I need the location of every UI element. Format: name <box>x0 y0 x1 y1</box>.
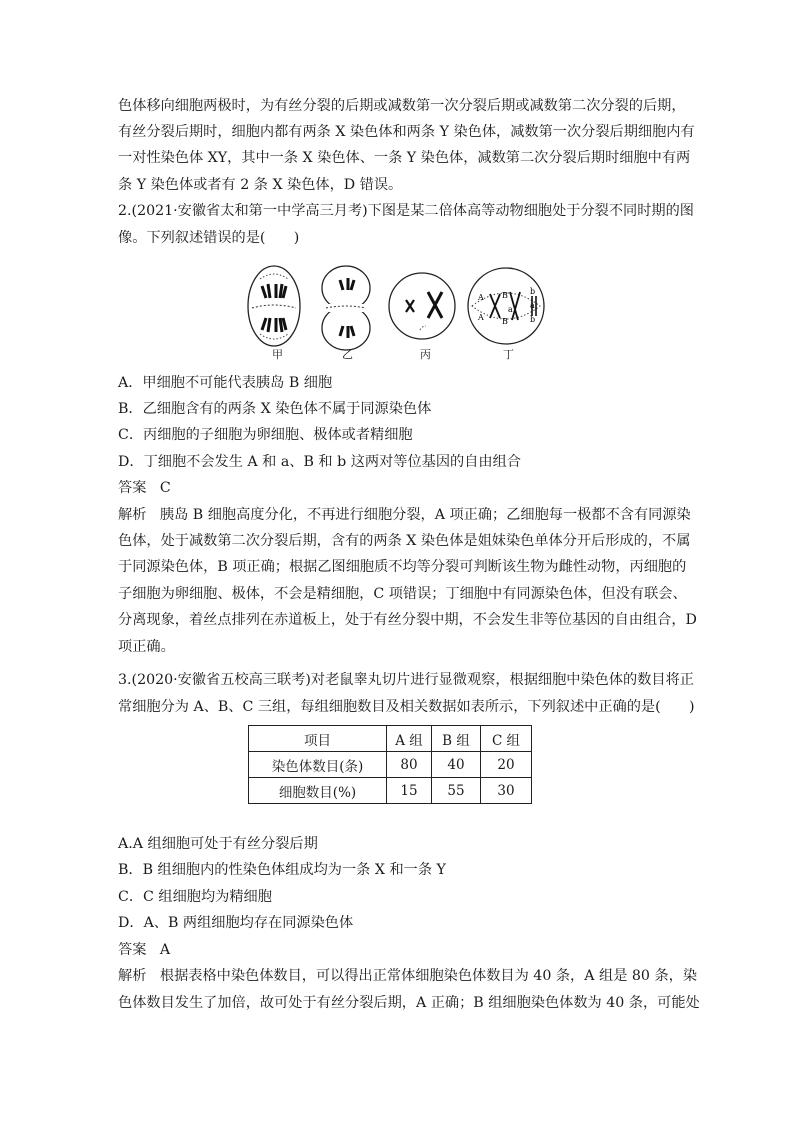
answer-value: A <box>159 942 171 958</box>
table-row <box>249 778 532 804</box>
analysis-text: 胰岛 B 细胞高度分化，不再进行细胞分裂，A 项正确；乙细胞每一极都不含有同源染 <box>159 507 691 523</box>
q2-option-d: D．丁细胞不会发生 A 和 a、B 和 b 这两对等位基因的自由组合 <box>118 454 521 470</box>
table-header-cell: C 组 <box>481 726 532 752</box>
analysis-text: 根据表格中染色体数目，可以得出正常体细胞染色体数目为 40 条，A 组是 80 条，染 <box>159 968 698 984</box>
q2-analysis-line-4: 子细胞为卵细胞、极体，不会是精细胞，C 项错误；丁细胞中有同源染色体，但没有联会、 <box>118 586 687 602</box>
gene-label-B1: B <box>502 291 508 300</box>
q2-option-b: B．乙细胞含有的两条 X 染色体不属于同源染色体 <box>118 401 432 417</box>
table-header-row <box>249 726 532 752</box>
q3-analysis-line-1 <box>118 966 697 986</box>
intro-line-3: 一对性染色体 XY，其中一条 X 染色体、一条 Y 染色体，减数第二次分裂后期时细胞中有两 <box>118 150 691 166</box>
intro-line-2: 有丝分裂后期时，细胞内都有两条 X 染色体和两条 Y 染色体，减数第一次分裂后期细胞内有 <box>118 124 695 140</box>
gene-label-B2: B <box>502 317 508 326</box>
cell-bing <box>389 273 455 339</box>
table-cell: 55 <box>432 778 481 804</box>
gene-label-a2: a <box>530 301 535 310</box>
intro-line-4: 条 Y 染色体或者有 2 条 X 染色体，D 错误。 <box>118 177 403 193</box>
q3-option-b: B．B 组细胞内的性染色体组成均为一条 X 和一条 Y <box>118 862 446 878</box>
q2-answer-line <box>118 478 171 498</box>
table-cell: 20 <box>481 752 532 778</box>
figure-label-bing: 丙 <box>420 348 431 361</box>
gene-label-b2: b <box>530 315 536 324</box>
q2-analysis-line-1 <box>118 505 691 525</box>
table-cell: 细胞数目(%) <box>249 778 387 804</box>
q3-analysis-line-2: 色体数目发生了加倍，故可处于有丝分裂后期，A 正确；B 组细胞染色体数为 40 条，可能处 <box>118 995 700 1011</box>
q3-option-d: D．A、B 两组细胞均存在同源染色体 <box>118 915 354 931</box>
figure-label-yi: 乙 <box>342 348 353 361</box>
gene-label-A1: A <box>478 293 484 302</box>
gene-label-a1: a <box>508 305 513 314</box>
intro-line-1: 色体移向细胞两极时，为有丝分裂的后期或减数第一次分裂后期或减数第二次分裂的后期， <box>118 98 686 114</box>
q3-answer-line <box>118 940 170 960</box>
q3-stem-line-1: 3.(2020·安徽省五校高三联考)对老鼠睾丸切片进行显微观察，根据细胞中染色体的数目将正 <box>118 672 694 688</box>
gene-label-b1: b <box>530 287 536 296</box>
table-cell: 30 <box>481 778 532 804</box>
cell-ding <box>468 268 544 344</box>
q3-data-table <box>248 725 532 804</box>
table-header-cell: A 组 <box>387 726 432 752</box>
q2-analysis-line-2: 色体，处于减数第二次分裂后期，含有的两条 X 染色体是姐妹染色单体分开后形成的，不属 <box>118 533 691 549</box>
figure-label-jia: 甲 <box>272 348 283 361</box>
table-header-cell: B 组 <box>432 726 481 752</box>
q2-analysis-line-3: 于同源染色体，B 项正确；根据乙图细胞质不均等分裂可判断该生物为雌性动物，丙细胞的 <box>118 559 687 575</box>
q2-option-a: A．甲细胞不可能代表胰岛 B 细胞 <box>118 375 333 391</box>
answer-label: 答案 <box>118 480 147 496</box>
cell-yi <box>322 266 370 350</box>
table-cell: 80 <box>387 752 432 778</box>
answer-value: C <box>159 480 171 496</box>
q3-option-c: C．C 组细胞均为精细胞 <box>118 889 272 905</box>
q3-option-a: A.A 组细胞可处于有丝分裂后期 <box>118 836 318 852</box>
q2-option-c: C．丙细胞的子细胞为卵细胞、极体或者精细胞 <box>118 427 413 443</box>
gene-label-A2: A <box>478 313 484 322</box>
q2-analysis-line-5: 分离现象，着丝点排列在赤道板上，处于有丝分裂中期，不会发生非等位基因的自由组合，D <box>118 612 697 628</box>
cell-jia <box>248 266 300 346</box>
q2-analysis-line-6: 项正确。 <box>118 639 175 655</box>
q2-stem-line-2: 像。下列叙述错误的是( ) <box>118 230 300 246</box>
analysis-label: 解析 <box>118 968 147 984</box>
analysis-label: 解析 <box>118 507 147 523</box>
table-header-cell: 项目 <box>249 726 387 752</box>
table-row <box>249 752 532 778</box>
q2-stem-line-1: 2.(2021·安徽省太和第一中学高三月考)下图是某二倍体高等动物细胞处于分裂不同时期的图 <box>118 203 694 219</box>
table-cell: 40 <box>432 752 481 778</box>
table-cell: 染色体数目(条) <box>249 752 387 778</box>
figure-label-ding: 丁 <box>503 348 514 361</box>
answer-label: 答案 <box>118 942 147 958</box>
table-cell: 15 <box>387 778 432 804</box>
q3-stem-line-2: 常细胞分为 A、B、C 三组，每组细胞数目及相关数据如表所示，下列叙述中正确的是( ) <box>118 699 695 715</box>
